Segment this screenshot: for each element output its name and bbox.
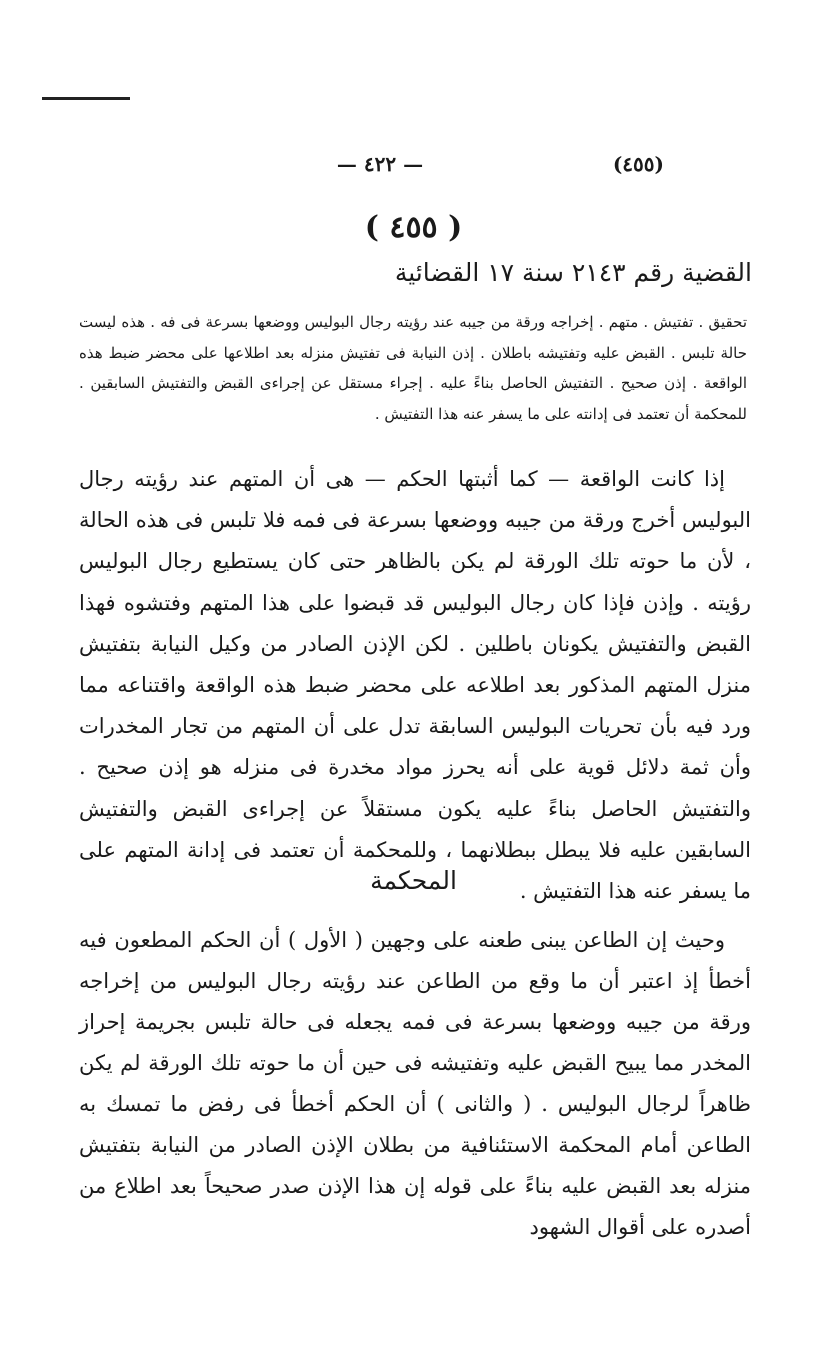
running-header: [0, 152, 827, 182]
margin-rule: [42, 97, 130, 100]
case-number-heading: ( ٤٥٥ ): [364, 210, 463, 245]
section-title: المحكمة: [370, 866, 457, 895]
header-case-number: (٤٥٥): [612, 152, 664, 176]
case-reference: القضية رقم ٢١٤٣ سنة ١٧ القضائية: [394, 258, 752, 287]
case-summary: تحقيق . تفتيش . متهم . إخراجه ورقة من جيبه عند رؤيته رجال البوليس ووضعها بسرعة فى فه . هذه ليست حالة تلبس . القبض عليه وتفتيشه باطلان . إذن النيابة فى تفتيش منزله بعد اطلاعها على محضر ضبط هذه الواقعة . إذن صحيح . التفتيش الحاصل بناءً عليه . إجراء مستقل عن إجراءى القبض والتفتيش السابقين . للمحكمة أن تعتمد فى إدانته على ما يسفر عنه هذا التفتيش .: [79, 313, 747, 423]
page-number: — ٤٢٢ —: [336, 152, 424, 176]
legal-principle: إذا كانت الواقعة — كما أثبتها الحكم — هى أن المتهم عند رؤيته رجال البوليس أخرج ورقة من جيبه ووضعها بسرعة فى فمه فلا تلبس فى هذه الحالة ، لأن ما حوته تلك الورقة لم يكن بالظاهر حتى كان يستطيع رجال البوليس رؤيته . وإذن فإذا كان رجال البوليس قد قبضوا على هذا المتهم وفتشوه فهذا القبض والتفتيش يكونان باطلين . لكن الإذن الصادر من وكيل النيابة بتفتيش منزل المتهم المذكور بعد اطلاعه على محضر ضبط هذه الواقعة واقتناعه مما ورد فيه بأن تحريات البوليس السابقة تدل على أن المتهم من تجار المخدرات وأن ثمة دلائل قوية على أنه يحرز مواد مخدرة فى منزله هو إذن صحيح . والتفتيش الحاصل بناءً عليه يكون مستقلاً عن إجراءى القبض والتفتيش السابقين عليه فلا يبطل ببطلانهما ، وللمحكمة أن تعتمد فى إدانة المتهم على ما يسفر عنه هذا التفتيش .: [79, 467, 751, 904]
judgment-text: وحيث إن الطاعن يبنى طعنه على وجهين ( الأول ) أن الحكم المطعون فيه أخطأ إذ اعتبر أن ما وقع من الطاعن عند رؤيته رجال البوليس من إخراجه ورقة من جيبه ووضعها بسرعة فى فمه يجعله فى حالة تلبس بجريمة إحراز المخدر مما يبيح القبض عليه وتفتيشه فى حين أن ما حوته تلك الورقة لم يكن ظاهراً لرجال البوليس . ( والثانى ) أن الحكم أخطأ فى رفض ما تمسك به الطاعن أمام المحكمة الاستئنافية من بطلان الإذن الصادر من النيابة بتفتيش منزله بعد القبض عليه بناءً على قوله إن هذا الإذن صدر صحيحاً بعد اطلاع من أصدره على أقوال الشهود: [79, 928, 751, 1239]
